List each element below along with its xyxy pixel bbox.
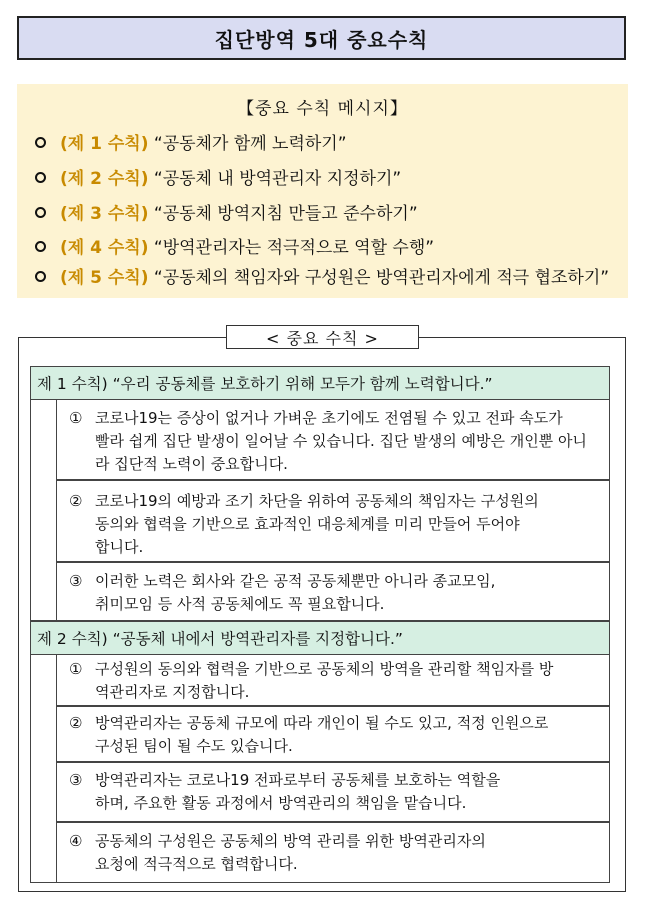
circle-bullet-icon (35, 207, 46, 218)
rule-item (56, 762, 610, 822)
item-number: ③ (69, 771, 83, 789)
item-line: 역관리자로 지정합니다. (95, 683, 250, 701)
message-text: “공동체 방역지침 만들고 준수하기” (153, 204, 418, 224)
item-line: 하며, 주요한 활동 과정에서 방역관리의 책임을 맡습니다. (95, 794, 467, 812)
rule-heading: 제 2 수칙) “공동체 내에서 방역관리자를 지정합니다.” (30, 621, 610, 655)
message-label: (제 3 수칙) (60, 204, 149, 224)
message-text: “공동체 내 방역관리자 지정하기” (153, 169, 402, 189)
rule-item (56, 399, 610, 480)
rule-heading: 제 1 수칙) “우리 공동체를 보호하기 위해 모두가 함께 노력합니다.” (30, 366, 610, 400)
item-line: 동의와 협력을 기반으로 효과적인 대응체계를 미리 만들어 두어야 (95, 515, 520, 533)
circle-bullet-icon (35, 241, 46, 252)
item-number: ① (69, 409, 83, 427)
rule-item (56, 706, 610, 762)
circle-bullet-icon (35, 137, 46, 148)
item-line: 요청에 적극적으로 협력합니다. (95, 855, 298, 873)
document-title: 집단방역 5대 중요수칙 (17, 16, 626, 60)
rule-item (56, 822, 610, 883)
item-line: 구성된 팀이 될 수도 있습니다. (95, 737, 293, 755)
message-label: (제 1 수칙) (60, 134, 149, 154)
message-text: “방역관리자는 적극적으로 역할 수행” (153, 238, 435, 258)
rule-rail (30, 654, 57, 883)
section-title: < 중요 수칙 > (226, 325, 419, 349)
item-line: 빨라 쉽게 집단 발생이 일어날 수 있습니다. 집단 발생의 예방은 개인뿐 아니 (95, 432, 587, 450)
item-line: 공동체의 구성원은 공동체의 방역 관리를 위한 방역관리자의 (95, 832, 486, 850)
item-number: ② (69, 492, 83, 510)
item-line: 구성원의 동의와 협력을 기반으로 공동체의 방역을 관리할 책임자를 방 (95, 660, 554, 678)
message-label: (제 2 수칙) (60, 169, 149, 189)
key-message-header: 【중요 수칙 메시지】 (237, 99, 408, 119)
message-item (35, 263, 609, 288)
item-line: 이러한 노력은 회사와 같은 공적 공동체뿐만 아니라 종교모임, (95, 572, 496, 590)
item-line: 라 집단적 노력이 중요합니다. (95, 455, 288, 473)
message-label: (제 4 수칙) (60, 238, 149, 258)
item-line: 방역관리자는 공동체 규모에 따라 개인이 될 수도 있고, 적정 인원으로 (95, 714, 549, 732)
rule-rail (30, 399, 57, 621)
item-number: ④ (69, 832, 83, 850)
item-line: 합니다. (95, 538, 144, 556)
message-label: (제 5 수칙) (60, 268, 149, 288)
item-line: 코로나19는 증상이 없거나 가벼운 초기에도 전염될 수 있고 전파 속도가 (95, 409, 563, 427)
message-text: “공동체의 책임자와 구성원은 방역관리자에게 적극 협조하기” (153, 268, 610, 288)
message-item (35, 164, 401, 189)
message-item (35, 233, 434, 258)
item-line: 방역관리자는 코로나19 전파로부터 공동체를 보호하는 역할을 (95, 771, 501, 789)
circle-bullet-icon (35, 172, 46, 183)
message-item (35, 199, 418, 224)
message-item (35, 129, 347, 154)
key-message-box (17, 84, 628, 298)
rule-item (56, 562, 610, 621)
item-line: 취미모임 등 사적 공동체에도 꼭 필요합니다. (95, 595, 385, 613)
item-number: ② (69, 714, 83, 732)
message-text: “공동체가 함께 노력하기” (153, 134, 347, 154)
rule-item (56, 480, 610, 562)
item-line: 코로나19의 예방과 조기 차단을 위하여 공동체의 책임자는 구성원의 (95, 492, 539, 510)
item-number: ③ (69, 572, 83, 590)
rule-item (56, 654, 610, 706)
item-number: ① (69, 660, 83, 678)
circle-bullet-icon (35, 271, 46, 282)
